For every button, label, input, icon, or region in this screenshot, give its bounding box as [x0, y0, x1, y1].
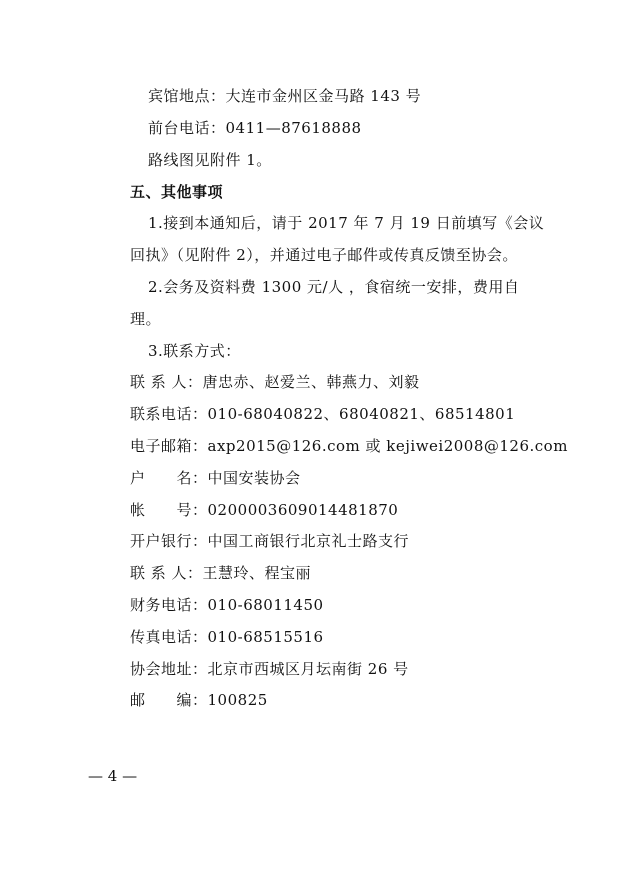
- hotel-phone-line: [148, 118, 362, 138]
- association-address-line: [130, 659, 409, 679]
- finance-contact-label: 联 系 人：: [130, 564, 203, 582]
- bank-line: [130, 531, 409, 551]
- account-number-line: [130, 500, 398, 520]
- hotel-phone-label: 前台电话：: [148, 119, 226, 137]
- association-address-label: 协会地址：: [130, 660, 208, 678]
- item1-line2: 回执》（见附件 2），并通过电子邮件或传真反馈至协会。: [130, 246, 518, 264]
- route-note: 路线图见附件 1。: [148, 151, 272, 169]
- contact-phone-value: 010-68040822、68040821、68514801: [207, 405, 516, 423]
- fax-line: [130, 627, 324, 647]
- email-value: axp2015@126.com 或 kejiwei2008@126.com: [207, 437, 568, 455]
- contact-person-value: 唐忠赤、赵爱兰、韩燕力、刘毅: [202, 373, 420, 391]
- fax-value: 010-68515516: [207, 628, 324, 646]
- finance-phone-line: [130, 595, 324, 615]
- finance-phone-value: 010-68011450: [207, 596, 324, 614]
- item1-line1: 1.接到本通知后，请于 2017 年 7 月 19 日前填写《会议: [148, 214, 545, 232]
- bank-value: 中国工商银行北京礼士路支行: [207, 532, 410, 550]
- section-heading: 五、其他事项: [130, 183, 224, 201]
- account-name-line: [130, 468, 301, 488]
- account-number-value: 0200003609014481870: [207, 501, 399, 519]
- bank-label: 开户银行：: [130, 532, 208, 550]
- finance-contact-line: [130, 563, 311, 583]
- postcode-value: 100825: [207, 691, 268, 709]
- item2-line2: 理。: [130, 310, 162, 328]
- email-line: [130, 436, 568, 456]
- association-address-value: 北京市西城区月坛南街 26 号: [207, 660, 409, 678]
- contact-phone-line: [130, 404, 515, 424]
- postcode-label: 邮 编：: [130, 691, 208, 709]
- hotel-address-value: 大连市金州区金马路 143 号: [225, 87, 422, 105]
- finance-phone-label: 财务电话：: [130, 596, 208, 614]
- hotel-address-line: [148, 86, 421, 106]
- account-number-label: 帐 号：: [130, 501, 208, 519]
- postcode-line: [130, 690, 268, 710]
- page-number: — 4 —: [88, 767, 138, 785]
- hotel-phone-value: 0411—87618888: [225, 119, 362, 137]
- hotel-address-label: 宾馆地点：: [148, 87, 226, 105]
- contact-person-label: 联 系 人：: [130, 373, 203, 391]
- account-name-label: 户 名：: [130, 469, 208, 487]
- contact-phone-label: 联系电话：: [130, 405, 208, 423]
- item3-contact-methods: 3.联系方式：: [148, 342, 241, 360]
- contact-person-line: [130, 372, 420, 392]
- finance-contact-value: 王慧玲、程宝丽: [202, 564, 312, 582]
- email-label: 电子邮箱：: [130, 437, 208, 455]
- fax-label: 传真电话：: [130, 628, 208, 646]
- account-name-value: 中国安装协会: [207, 469, 301, 487]
- item2-line1: 2.会务及资料费 1300 元/人 ，食宿统一安排，费用自: [148, 278, 520, 296]
